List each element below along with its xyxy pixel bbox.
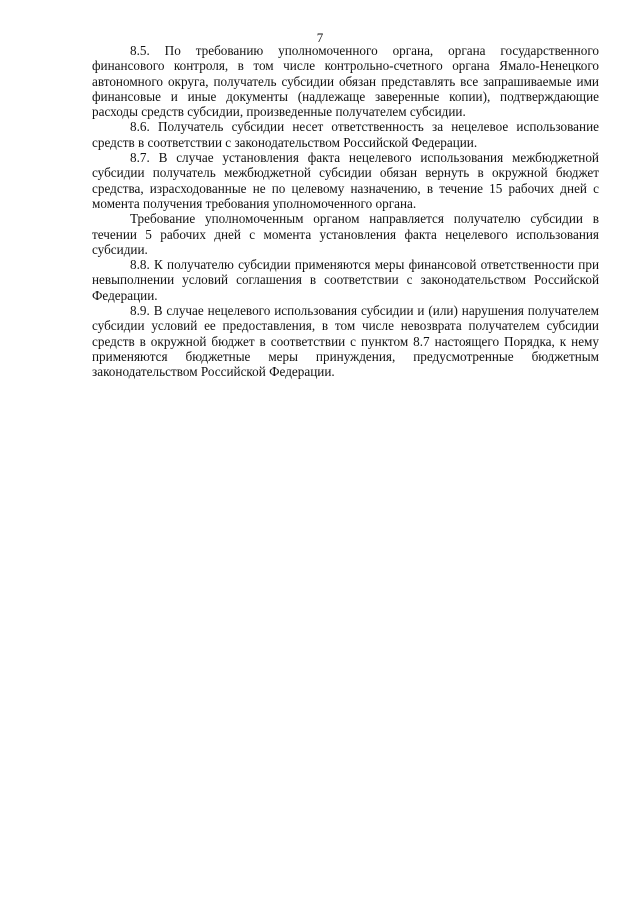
paragraph-8-7-requirement: Требование уполномоченным органом направляется получателю субсидии в течении 5 рабочих дней с момента установления факта нецелевого использования субсидии. bbox=[92, 211, 599, 257]
page-number: 7 bbox=[316, 30, 324, 45]
paragraph-8-9: 8.9. В случае нецелевого использования субсидии и (или) нарушения получателем субсидии условий ее предоставления, в том числе невозврата получателем субсидии средств в окружной бюджет в соответствии с пунктом 8.7 настоящего Порядка, к нему применяются бюджетные меры принуждения, предусмотренные бюджетным законодательством Российской Федерации. bbox=[92, 303, 599, 380]
paragraph-8-6: 8.6. Получатель субсидии несет ответственность за нецелевое использование средств в соответствии с законодательством Российской Федерации. bbox=[92, 119, 599, 150]
paragraph-8-8: 8.8. К получателю субсидии применяются меры финансовой ответственности при невыполнении условий соглашения в соответствии с законодательством Российской Федерации. bbox=[92, 257, 599, 303]
paragraph-8-5: 8.5. По требованию уполномоченного органа, органа государственного финансового контроля, в том числе контрольно-счетного органа Ямало-Ненецкого автономного округа, получатель субсидии обязан представлять все запрашиваемые ими финансовые и иные документы (надлежаще заверенные копии), подтверждающие расходы средств субсидии, произведенные получателем субсидии. bbox=[92, 43, 599, 120]
document-body bbox=[92, 43, 599, 380]
paragraph-8-7: 8.7. В случае установления факта нецелевого использования межбюджетной субсидии получатель межбюджетной субсидии обязан вернуть в окружной бюджет средства, израсходованные не по целевому назначению, в течение 15 рабочих дней с момента получения требования уполномоченного органа. bbox=[92, 150, 599, 211]
